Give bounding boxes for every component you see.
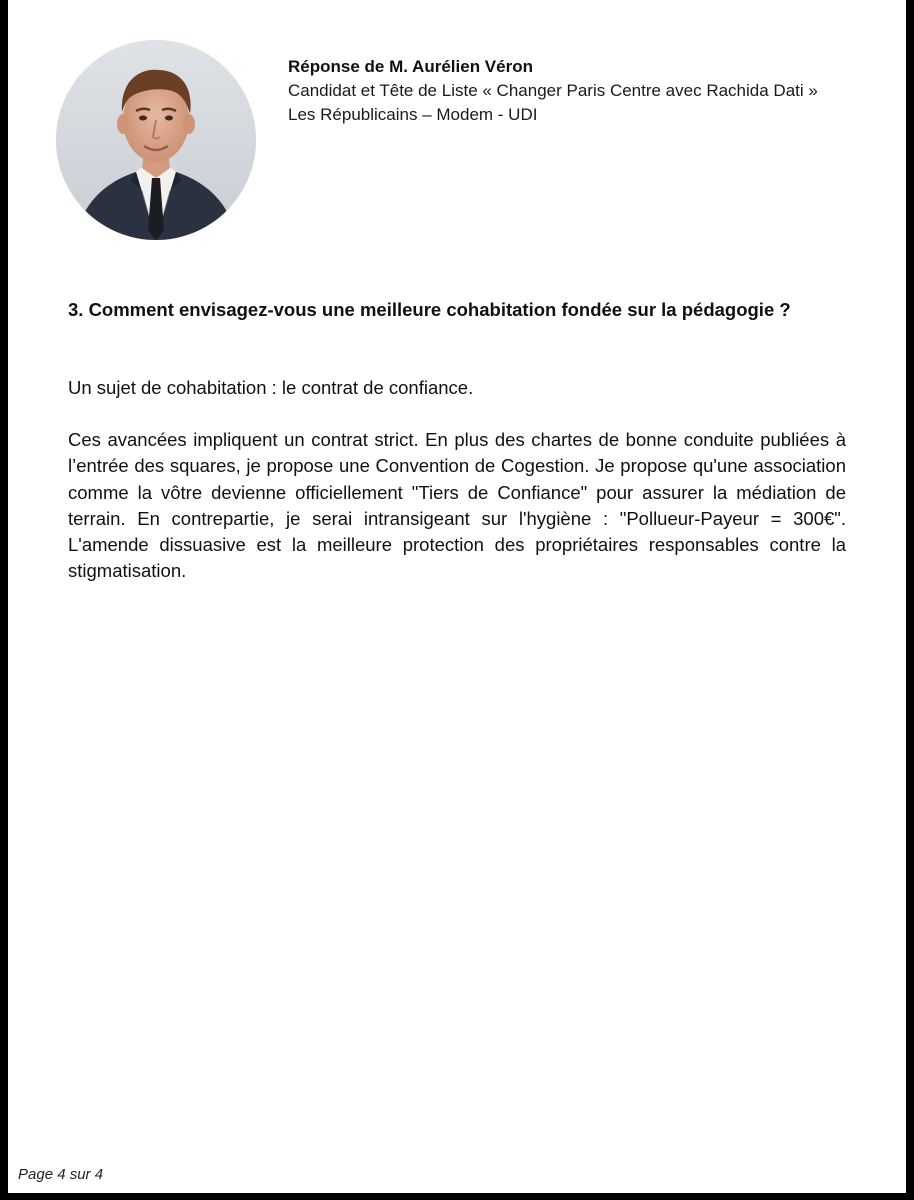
document-page bbox=[8, 0, 906, 1193]
question-heading: 3. Comment envisagez-vous une meilleure cohabitation fondée sur la pédagogie ? bbox=[68, 299, 791, 320]
respondent-header bbox=[288, 55, 888, 127]
answer-intro: Un sujet de cohabitation : le contrat de confiance. bbox=[68, 377, 474, 398]
candidate-portrait bbox=[56, 40, 256, 240]
respondent-name: Réponse de M. Aurélien Véron bbox=[288, 57, 533, 76]
respondent-role: Candidat et Tête de Liste « Changer Paris Centre avec Rachida Dati » bbox=[288, 81, 818, 100]
page-number: Page 4 sur 4 bbox=[18, 1166, 104, 1183]
answer-body: Ces avancées impliquent un contrat strict. En plus des chartes de bonne conduite publiées à l’entrée des squares, je propose une Convention de Cogestion. Je propose qu'une association comme la vôtre devienne officiellement "Tiers de Confiance" pour assurer la médiation de terrain. En contrepartie, je serai intransigeant sur l'hygiène : "Pollueur-Payeur = 300€". L'amende dissuasive est la meilleure protection des propriétaires responsables contre la stigmatisation. bbox=[68, 429, 846, 582]
respondent-parties: Les Républicains – Modem - UDI bbox=[288, 105, 538, 124]
